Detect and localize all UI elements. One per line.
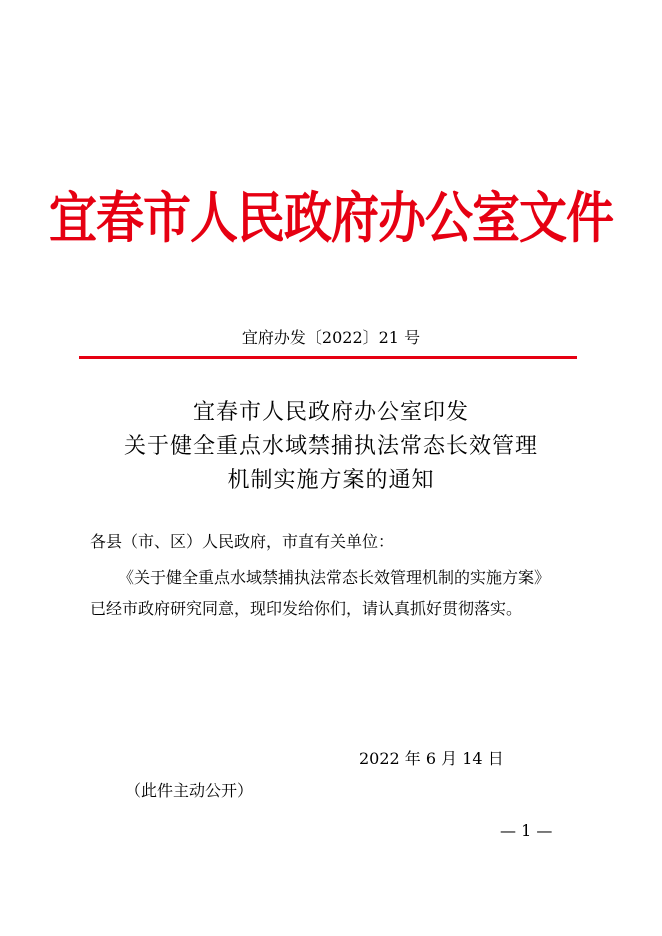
notice-title-line-3: 机制实施方案的通知 xyxy=(227,468,435,493)
disclosure-note: （此件主动公开） xyxy=(125,781,254,800)
salutation: 各县（市、区）人民政府，市直有关单位： xyxy=(90,532,395,551)
notice-title xyxy=(0,396,662,498)
notice-title-line-2: 关于健全重点水域禁捕执法常态长效管理 xyxy=(123,434,538,459)
document-number: 宜府办发〔2022〕21 号 xyxy=(241,328,421,347)
issue-date: 2022 年 6 月 14 日 xyxy=(359,749,504,768)
body-text-line-1: 《关于健全重点水域禁捕执法常态长效管理机制的实施方案》 xyxy=(118,568,551,587)
body-text-line-2: 已经市政府研究同意，现印发给你们，请认真抓好贯彻落实。 xyxy=(90,599,523,618)
notice-title-line-1: 宜春市人民政府办公室印发 xyxy=(192,400,469,425)
page-number: — 1 — xyxy=(500,821,553,840)
red-separator-line xyxy=(79,356,577,359)
masthead-title: 宜春市人民政府办公室文件 xyxy=(48,186,613,251)
